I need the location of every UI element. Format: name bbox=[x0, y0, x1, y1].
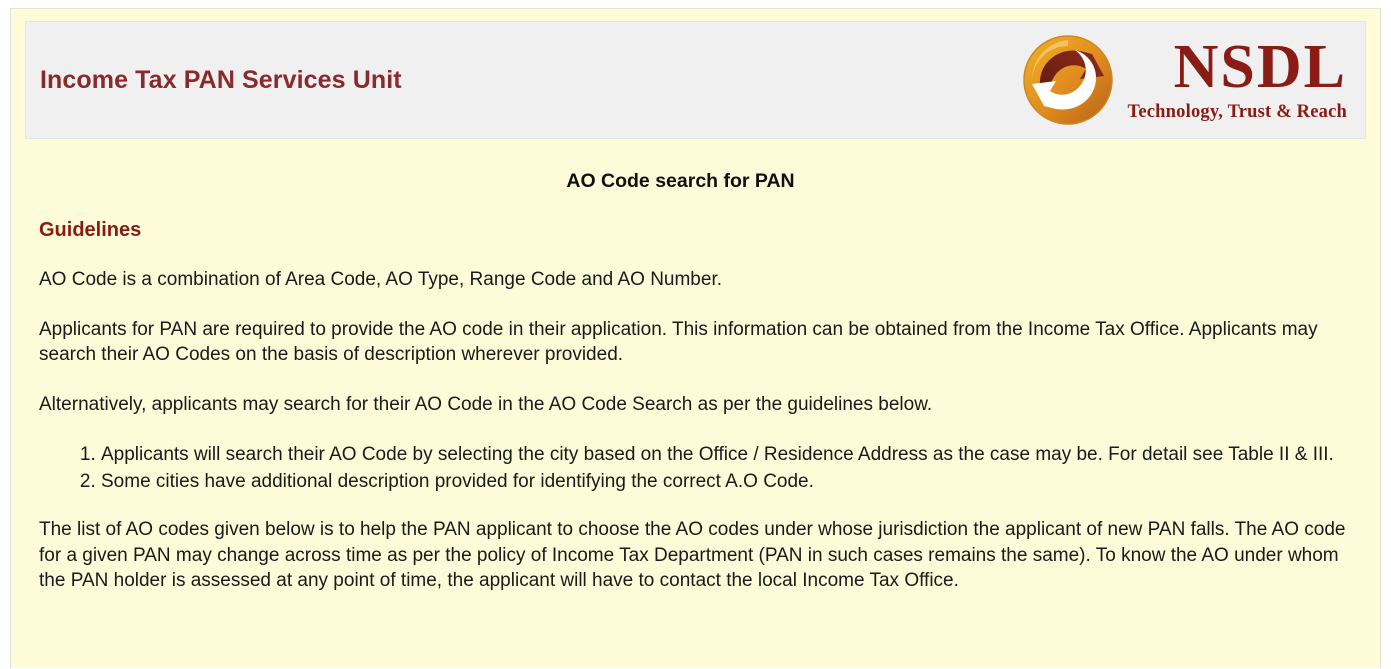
content-frame bbox=[10, 8, 1381, 668]
page-title: AO Code search for PAN bbox=[566, 170, 795, 192]
guidelines-list bbox=[39, 442, 1352, 495]
nsdl-wordmark: NSDL bbox=[1173, 33, 1347, 102]
paragraph-applicants-requirement: Applicants for PAN are required to provide the AO code in their application. This information can be obtained from the Income Tax Office. Applicants may search their AO Codes on the basis of description wherever provided. bbox=[39, 318, 1318, 366]
site-header bbox=[25, 21, 1366, 139]
nsdl-tagline: Technology, Trust & Reach bbox=[1127, 102, 1347, 123]
paragraph-ao-code-definition: AO Code is a combination of Area Code, AO Type, Range Code and AO Number. bbox=[39, 269, 722, 291]
guidelines-heading: Guidelines bbox=[39, 218, 142, 241]
paragraph-ao-code-list-note: The list of AO codes given below is to help the PAN applicant to choose the AO codes under whose jurisdiction the applicant of new PAN falls. The AO code for a given PAN may change across time as per the policy of Income Tax Department (PAN in such cases remains the same). To know the AO under whom the PAN holder is assessed at any point of time, the applicant will have to contact the local Income Tax Office. bbox=[39, 518, 1346, 592]
document-body bbox=[11, 139, 1380, 594]
list-item: 1. Applicants will search their AO Code by selecting the city based on the Office / Residence Address as the case may be. For detail see Table II & III. bbox=[101, 442, 1352, 468]
list-item: 2. Some cities have additional description provided for identifying the correct A.O Code. bbox=[101, 469, 1352, 495]
nsdl-logo-text bbox=[1127, 33, 1347, 123]
paragraph-alternative-search: Alternatively, applicants may search for their AO Code in the AO Code Search as per the guidelines below. bbox=[39, 394, 933, 416]
nsdl-swirl-icon bbox=[1020, 32, 1116, 128]
site-title: Income Tax PAN Services Unit bbox=[40, 65, 402, 94]
nsdl-logo bbox=[1020, 32, 1347, 128]
